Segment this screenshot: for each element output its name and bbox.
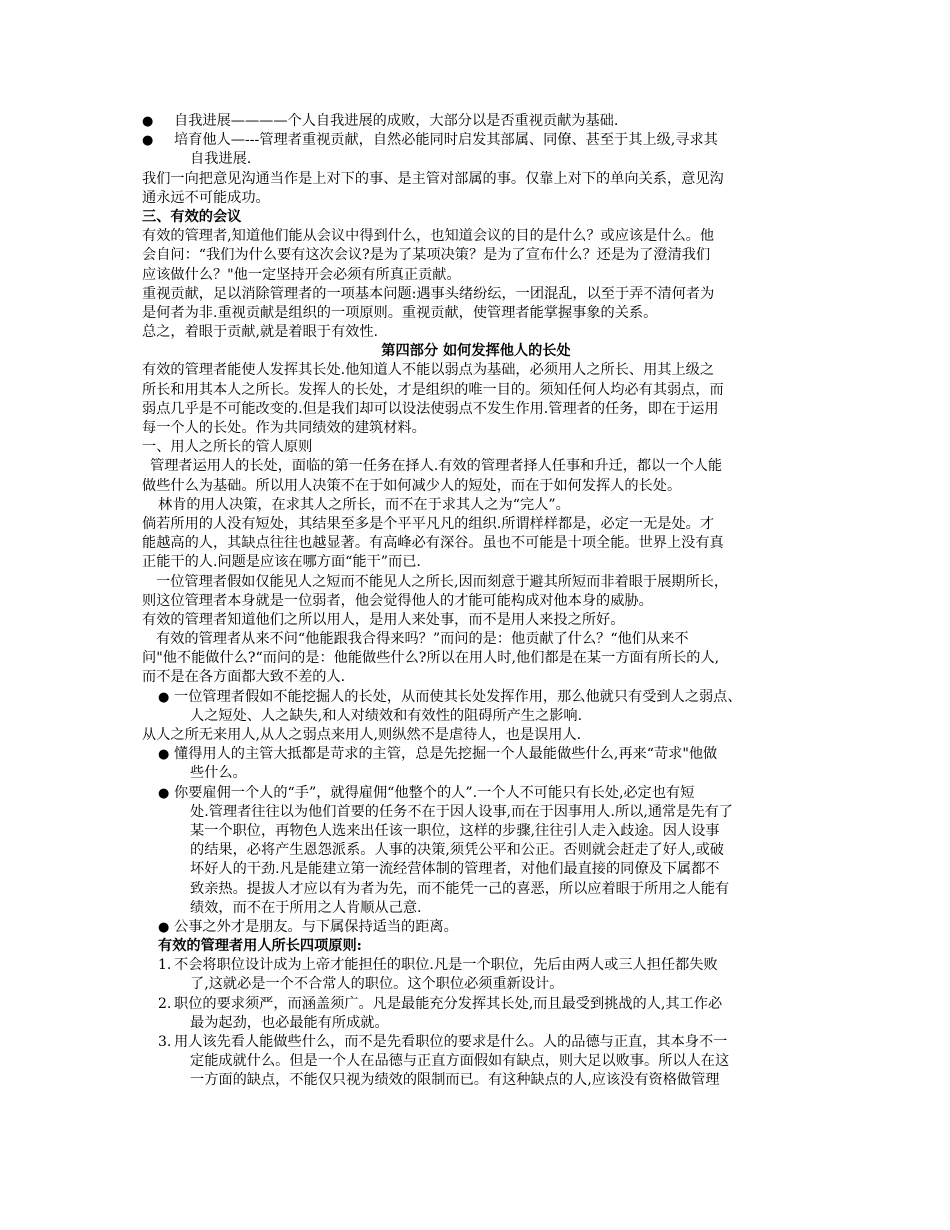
paragraph-text: 的结果，必将产生恩怨派系。人事的决策,须凭公平和公正。否则就会赶走了好人,或破 (190, 842, 724, 859)
paragraph-text: 正能干的人.问题是应该在哪方面“能干”而已. (142, 554, 421, 571)
bullet-dot-icon: ● (142, 114, 154, 129)
paragraph-text: 倘若所用的人没有短处，其结果至多是个平平凡凡的组织.所谓样样都是，必定一无是处。才 (142, 515, 715, 532)
bullet-dot-icon: ● (158, 689, 170, 705)
paragraph-text: 培育他人—---管理者重视贡献，自然必能同时启发其部属、同僚、甚至于其上级,寻求其 (174, 132, 718, 149)
paragraph-text: 则这位管理者本身就是一位弱者，他会觉得他人的才能可能构成对他本身的威胁。 (142, 592, 653, 609)
paragraph-text: 职位的要求须严，而涵盖须广。凡是最能充分发挥其长处,而且最受到挑战的人,其工作必 (174, 995, 723, 1012)
paragraph-text: 所长和用其本人之所长。发挥人的长处，才是组织的唯一目的。须知任何人均必有其弱点，而 (142, 381, 724, 398)
paragraph-text: 定能成就什么。但是一个人在品德与正直方面假如有缺点，则大足以败事。所以人在这 (190, 1053, 730, 1070)
paragraph-text: 应该做什么？"他一定坚持开会必须有所真正贡献。 (142, 266, 461, 283)
section-heading: 三、有效的会议 (142, 208, 242, 225)
bullet-item (142, 745, 810, 764)
paragraph-text: 了,这就必是一个不合常人的职位。这个职位必须重新设计。 (190, 976, 564, 993)
bullet-dot-icon: ● (158, 919, 170, 935)
bullet-item (142, 784, 810, 803)
bullet-dot-icon: ● (158, 747, 170, 763)
paragraph-text: 用人该先看人能做些什么，而不是先看职位的要求是什么。人的品德与正直，其本身不一 (174, 1034, 728, 1050)
list-number: 2. (158, 995, 172, 1012)
paragraph-text: 问"他不能做什么?“而问的是：他能做些什么?所以在用人时,他们都是在某一方面有所长的人, (142, 650, 720, 667)
bullet-dot-icon: ● (142, 133, 154, 149)
paragraph-text: 最为起劲，也必最能有所成就。 (190, 1014, 389, 1031)
paragraph-text: 而不是在各方面都大致不差的人. (142, 669, 346, 686)
paragraph-text: 从人之所无来用人,从人之弱点来用人,则纵然不是虐待人，也是误用人. (142, 727, 582, 743)
bullet-item (142, 112, 810, 131)
document-body (142, 112, 810, 1091)
paragraph-text: 林肯的用人决策，在求其人之所长，而不在于求其人之为“完人”。 (158, 496, 570, 513)
paragraph-text: 有效的管理者知道他们之所以用人，是用人来处事，而不是用人来投之所好。 (142, 611, 625, 628)
numbered-item (142, 1033, 810, 1052)
paragraph-text: 自我进展. (190, 151, 252, 168)
paragraph-text: 会自问：“我们为什么要有这次会议?是为了某项决策？是为了宣布什么？还是为了澄清我们 (142, 247, 711, 264)
bullet-dot-icon: ● (158, 785, 170, 801)
paragraph-text: 懂得用人的主管大抵都是苛求的主管，总是先挖掘一个人最能做些什么,再来“苛求"他做 (174, 746, 718, 763)
paragraph-text: 我们一向把意见沟通当作是上对下的事、是主管对部属的事。仅靠上对下的单向关系，意见沟 (142, 170, 724, 187)
numbered-item (142, 956, 810, 975)
paragraph-text: 重视贡献，足以消除管理者的一项基本问题:遇事头绪纷纭，一团混乱，以至于弄不清何者为 (142, 285, 715, 302)
paragraph-text: 能越高的人，其缺点往往也越显著。有高峰必有深谷。虽也不可能是十项全能。世界上没有真 (142, 535, 724, 552)
paragraph-text: 些什么。 (190, 765, 247, 782)
paragraph-text: 人之短处、人之缺失,和人对绩效和有效性的阻碍所产生之影响. (190, 707, 583, 724)
list-heading: 有效的管理者用人所长四项原则: (158, 938, 362, 955)
bullet-item (142, 688, 810, 707)
paragraph-text: 管理者运用人的长处，面临的第一任务在择人.有效的管理者择人任事和升迁，都以一个人能 (150, 458, 723, 475)
list-number: 3. (158, 1034, 172, 1050)
paragraph-text: 是何者为非.重视贡献是组织的一项原则。重视贡献，使管理者能掌握事象的关系。 (142, 304, 658, 321)
paragraph-text: 总之，着眼于贡献,就是着眼于有效性. (142, 324, 379, 341)
paragraph-text: 公事之外才是朋友。与下属保持适当的距离。 (174, 918, 458, 935)
list-number: 1. (158, 957, 172, 974)
numbered-item (142, 995, 810, 1014)
part-title: 第四部分 如何发挥他人的长处 (381, 343, 571, 360)
paragraph-text: 坏好人的干劲.凡是能建立第一流经营体制的管理者，对他们最直接的同僚及下属都不 (190, 861, 720, 878)
paragraph-text: 自我进展————个人自我进展的成败，大部分以是否重视贡献为基础. (174, 113, 619, 129)
paragraph-text: 不会将职位设计成为上帝才能担任的职位.凡是一个职位，先后由两人或三人担任都失败 (174, 957, 718, 974)
paragraph-text: 某一个职位，再物色人选来出任该一职位，这样的步骤,往往引人走入歧途。因人设事 (190, 822, 720, 839)
paragraph-text: 致亲热。提拔人才应以有为者为先，而不能凭一己的喜恶，所以应着眼于所用之人能有 (190, 880, 730, 897)
paragraph-text: 有效的管理者从来不问“他能跟我合得来吗？”而问的是：他贡献了什么？“他们从来不 (156, 631, 689, 648)
paragraph-text: 做些什么为基础。所以用人决策不在于如何减少人的短处，而在于如何发挥人的长处。 (142, 477, 682, 494)
bullet-item (142, 131, 810, 150)
paragraph-text: 每一个人的长处。作为共同绩效的建筑材料。 (142, 420, 426, 436)
paragraph-text: 有效的管理者,知道他们能从会议中得到什么，也知道会议的目的是什么？或应该是什么。他 (142, 228, 715, 245)
paragraph-text: 一位管理者假如不能挖掘人的长处，从而使其长处发挥作用，那么他就只有受到人之弱点、 (174, 688, 742, 705)
paragraph-text: 弱点几乎是不可能改变的.但是我们却可以设法使弱点不发生作用.管理者的任务，即在于运用 (142, 400, 719, 417)
paragraph-text: 处.管理者往往以为他们首要的任务不在于因人设事,而在于因事用人.所以,通常是先有了 (190, 803, 733, 820)
paragraph-text: 你要雇佣一个人的“手”，就得雇佣“他整个的人”.一个人不可能只有长处,必定也有短 (174, 784, 695, 801)
paragraph-text: 一位管理者假如仅能见人之短而不能见人之所长,因而刻意于避其所短而非着眼于展期所长， (156, 573, 729, 590)
paragraph-text: 通永远不可能成功。 (142, 189, 270, 206)
paragraph-text: 绩效，而不在于所用之人肯顺从己意. (190, 899, 422, 916)
paragraph-text: 有效的管理者能使人发挥其长处.他知道人不能以弱点为基础，必须用人之所长、用其上级之 (142, 362, 715, 379)
bullet-item (142, 918, 810, 937)
subsection-heading: 一、用人之所长的管人原则 (142, 439, 313, 456)
paragraph-text: 一方面的缺点，不能仅只视为绩效的限制而已。有这种缺点的人,应该没有资格做管理 (190, 1072, 720, 1089)
